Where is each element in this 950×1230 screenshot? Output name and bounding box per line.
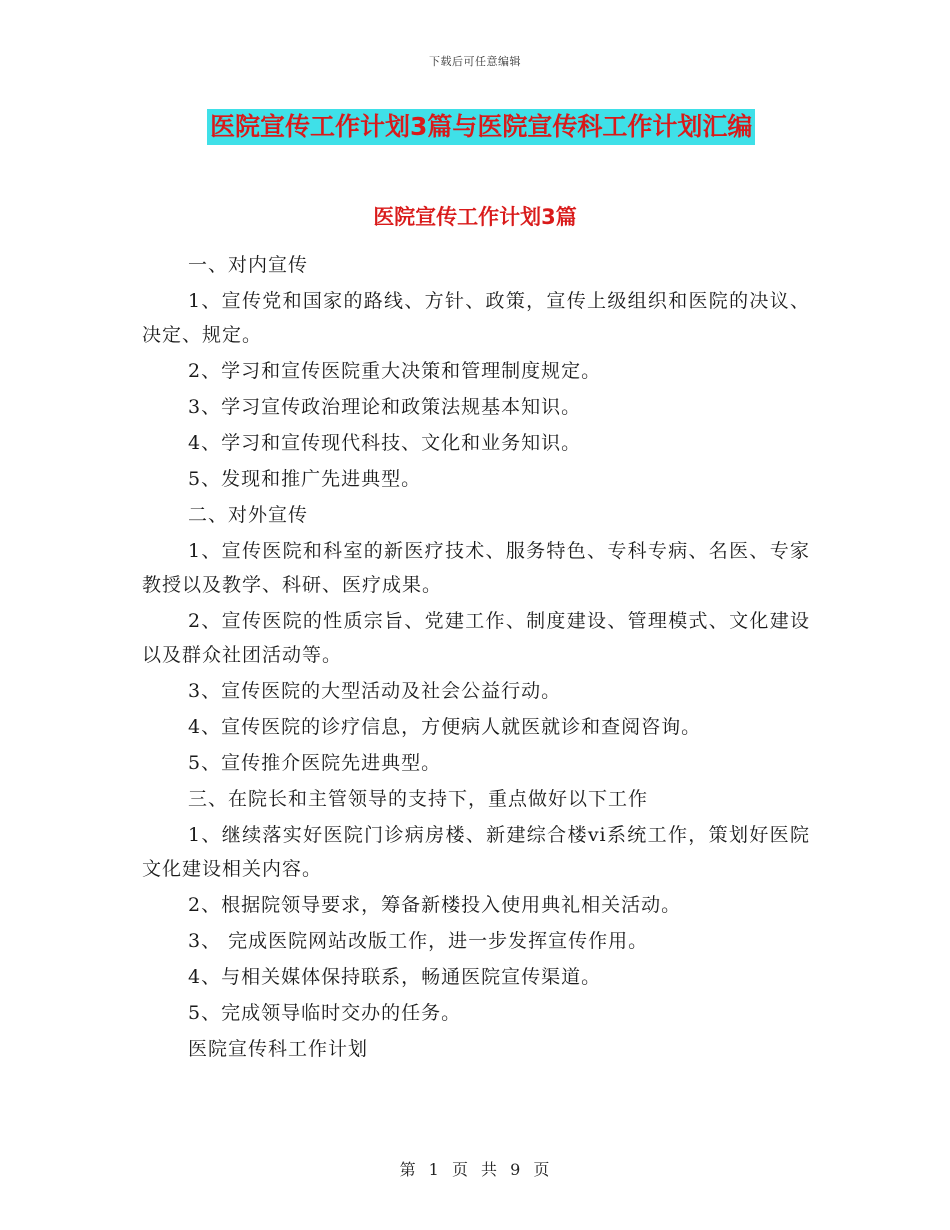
paragraph: 1、宣传医院和科室的新医疗技术、服务特色、专科专病、名医、专家教授以及教学、科研、医疗成果。 [142,540,810,596]
header-note: 下载后可任意编辑 [429,55,521,68]
paragraph: 4、学习和宣传现代科技、文化和业务知识。 [188,432,582,454]
paragraph: 2、学习和宣传医院重大决策和管理制度规定。 [188,360,602,382]
paragraph: 4、与相关媒体保持联系，畅通医院宣传渠道。 [188,966,602,988]
paragraph: 2、根据院领导要求，筹备新楼投入使用典礼相关活动。 [188,894,682,916]
paragraph: 2、宣传医院的性质宗旨、党建工作、制度建设、管理模式、文化建设以及群众社团活动等。 [142,610,810,666]
document-body [142,248,810,1068]
paragraph: 二、对外宣传 [188,504,309,526]
paragraph: 一、对内宣传 [188,254,309,276]
paragraph: 3、学习宣传政治理论和政策法规基本知识。 [188,396,582,418]
paragraph: 医院宣传科工作计划 [188,1038,369,1060]
paragraph: 1、继续落实好医院门诊病房楼、新建综合楼vi系统工作，策划好医院文化建设相关内容。 [142,824,810,880]
paragraph: 1、宣传党和国家的路线、方针、政策，宣传上级组织和医院的决议、决定、规定。 [142,290,810,346]
paragraph: 3、 完成医院网站改版工作，进一步发挥宣传作用。 [188,930,649,952]
paragraph: 5、宣传推介医院先进典型。 [188,752,442,774]
sub-title: 医院宣传工作计划3篇 [373,205,577,229]
main-title: 医院宣传工作计划3篇与医院宣传科工作计划汇编 [207,109,755,145]
page-footer: 第 1 页 共 9 页 [399,1160,551,1179]
paragraph: 三、在院长和主管领导的支持下，重点做好以下工作 [188,788,649,810]
paragraph: 4、宣传医院的诊疗信息，方便病人就医就诊和查阅咨询。 [188,716,702,738]
paragraph: 5、完成领导临时交办的任务。 [188,1002,462,1024]
paragraph: 3、宣传医院的大型活动及社会公益行动。 [188,680,562,702]
paragraph: 5、发现和推广先进典型。 [188,468,422,490]
